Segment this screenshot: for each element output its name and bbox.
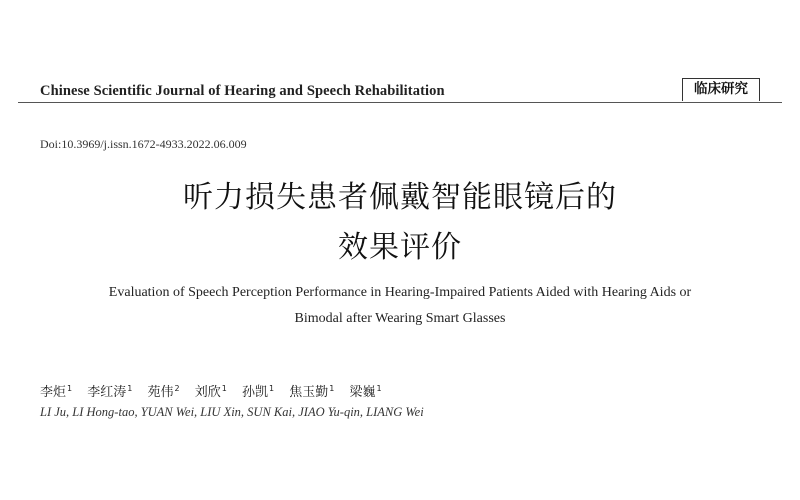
author-name: 梁巍 (349, 385, 376, 400)
author-name: 刘欣 (194, 385, 221, 400)
author (40, 385, 72, 400)
title-en-line-2: Bimodal after Wearing Smart Glasses (294, 311, 506, 326)
author (87, 385, 132, 400)
author-affiliation: 1 (127, 383, 133, 393)
section-tag: 临床研究 (682, 78, 760, 101)
author-affiliation: 1 (67, 383, 73, 393)
author (350, 385, 382, 400)
author-name: 李红涛 (87, 385, 127, 400)
author-affiliation: 1 (269, 383, 275, 393)
title-en-line-1: Evaluation of Speech Perception Performance in Hearing-Impaired Patients Aided with Hearing Aids or (108, 285, 692, 300)
title-zh-line-2: 效果评价 (338, 230, 462, 265)
author-affiliation: 1 (221, 383, 227, 393)
journal-name: Chinese Scientific Journal of Hearing and Speech Rehabilitation (40, 83, 445, 99)
author-name: 焦玉勤 (289, 385, 329, 400)
author-name: 苑伟 (147, 385, 174, 400)
author-affiliation: 1 (376, 383, 382, 393)
author-affiliation: 1 (329, 383, 335, 393)
author (289, 385, 334, 400)
author-name: 孙凯 (242, 385, 269, 400)
author (242, 385, 274, 400)
author-name: 李炬 (40, 385, 67, 400)
author (148, 385, 180, 400)
doi[interactable]: Doi:10.3969/j.issn.1672-4933.2022.06.009 (40, 137, 247, 151)
journal-header (18, 76, 782, 103)
author-affiliation: 2 (174, 383, 180, 393)
title-zh-line-1: 听力损失患者佩戴智能眼镜后的 (183, 180, 617, 215)
authors-zh (40, 381, 393, 400)
author (195, 385, 227, 400)
authors-en: LI Ju, LI Hong-tao, YUAN Wei, LIU Xin, SUN Kai, JIAO Yu-qin, LIANG Wei (40, 405, 424, 419)
